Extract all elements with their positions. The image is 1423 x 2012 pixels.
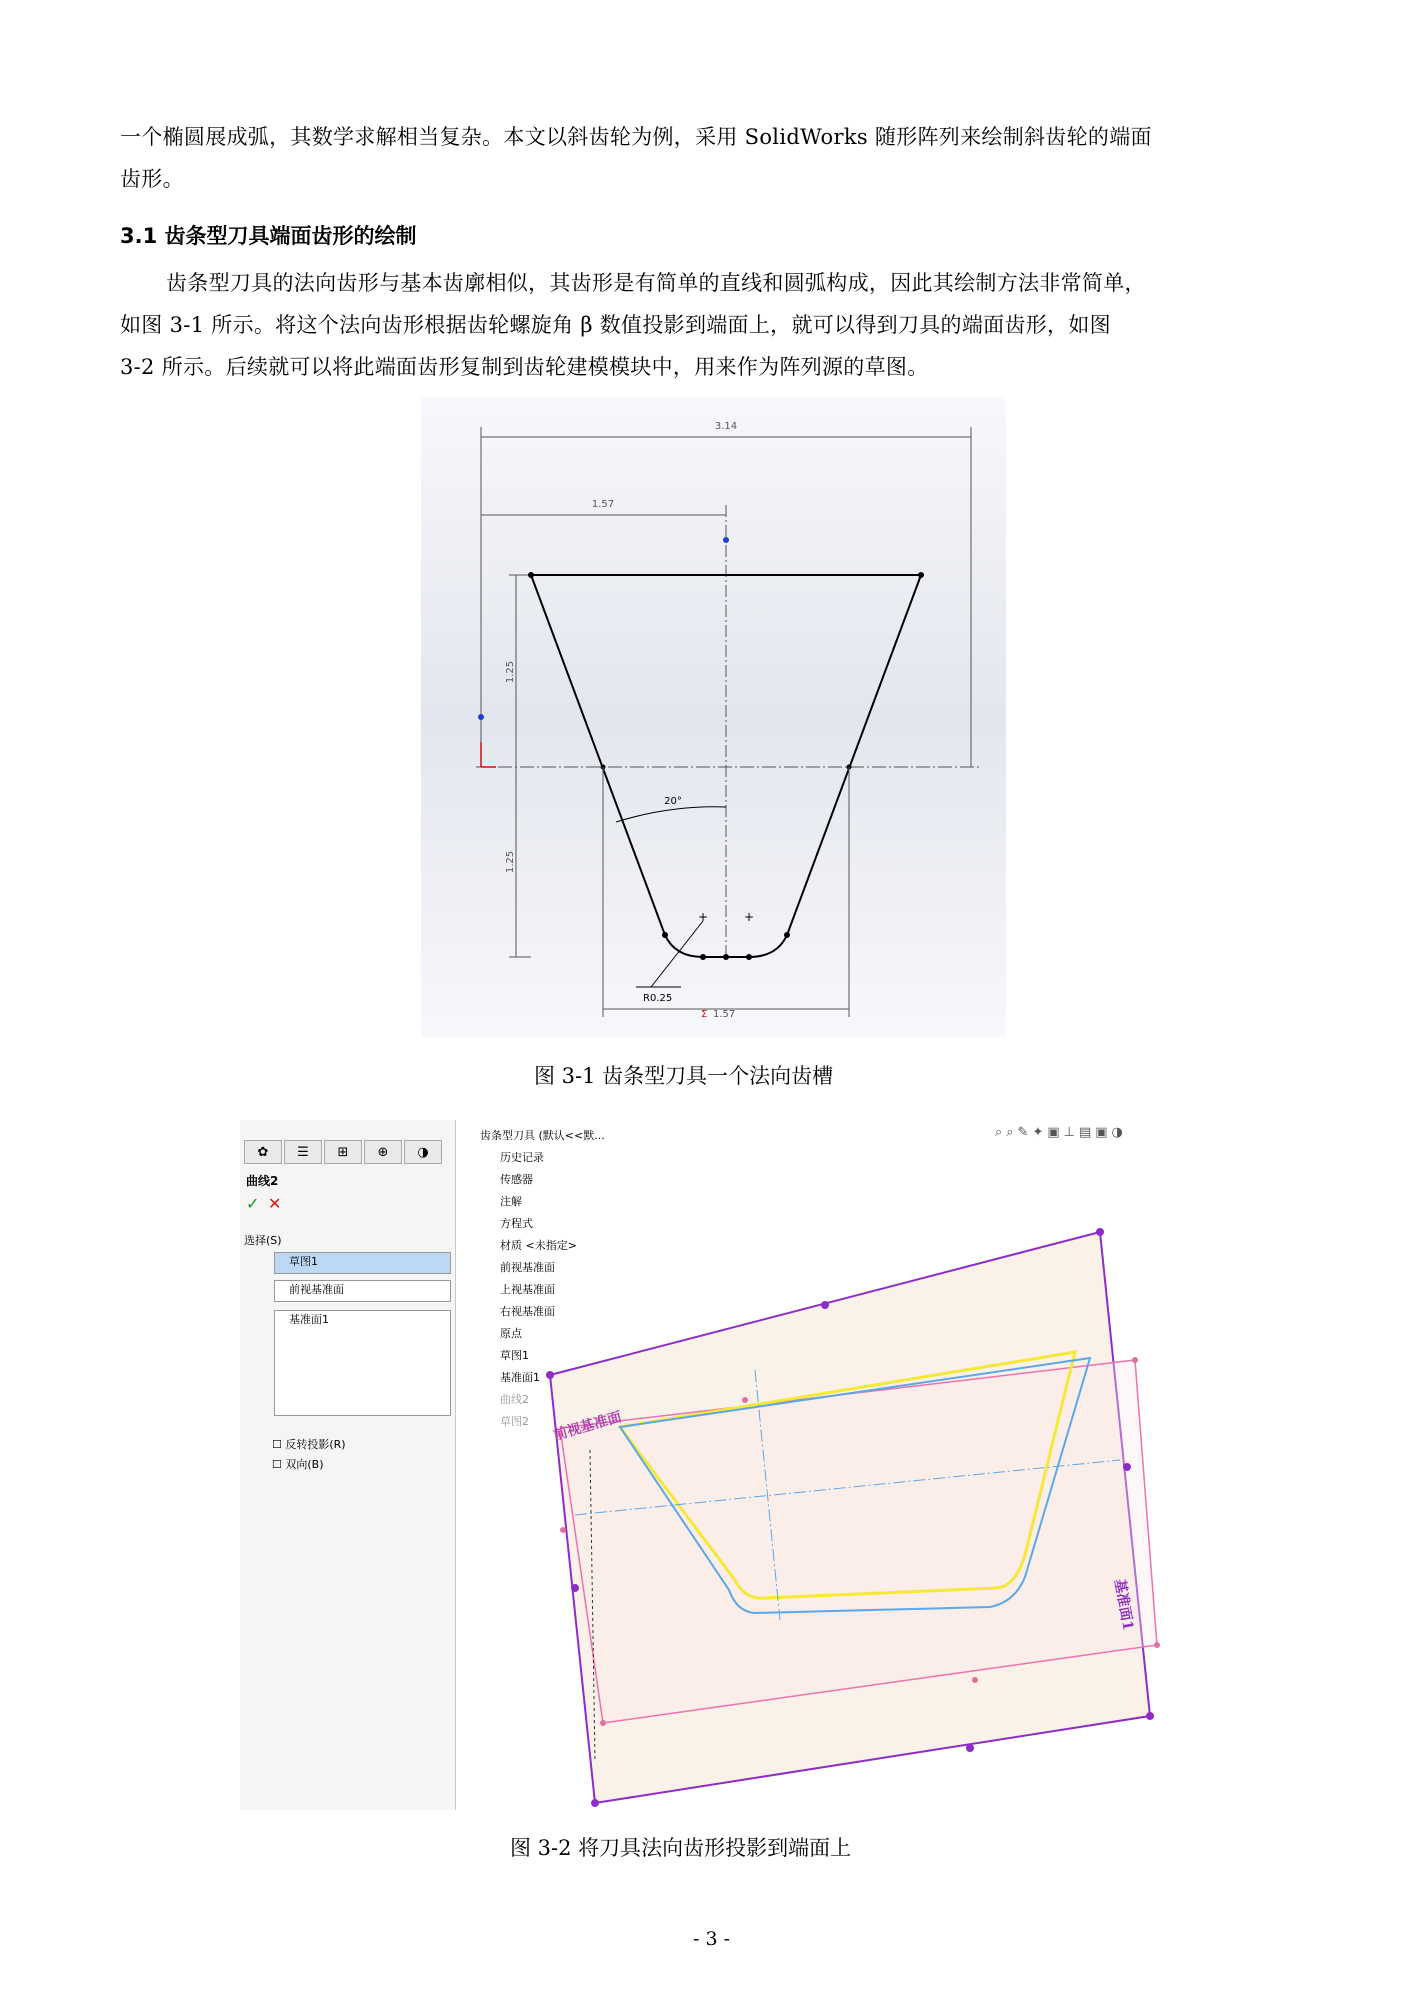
reverse-checkbox[interactable]: ☐ 反转投影(R) xyxy=(272,1438,346,1451)
plane-select-box[interactable]: 前视基准面 xyxy=(274,1280,451,1302)
profile-right-flank xyxy=(787,575,921,935)
profile-left-flank xyxy=(531,575,665,935)
tree-item[interactable]: 草图2 xyxy=(500,1415,529,1428)
dim-half-label: 1.57 xyxy=(591,499,615,510)
svg-text:+: + xyxy=(697,910,709,924)
figure-caption: 图 3-2 将刀具法向齿形投影到端面上 xyxy=(510,1836,852,1860)
tree-item[interactable]: 草图1 xyxy=(500,1349,529,1362)
tree-item[interactable]: 材质 <未指定> xyxy=(500,1239,577,1252)
figure-caption: 图 3-1 齿条型刀具一个法向齿槽 xyxy=(534,1064,834,1088)
dim-radius-label: R0.25 xyxy=(643,993,673,1004)
tree-item[interactable]: 右视基准面 xyxy=(500,1305,555,1318)
paragraph-line: 如图 3-1 所示。将这个法向齿形根据齿轮螺旋角 β 数值投影到端面上，就可以得到刀具的端面齿形，如图 xyxy=(120,313,1111,337)
tree-item[interactable]: 传感器 xyxy=(500,1173,533,1186)
paragraph-line: 齿条型刀具的法向齿形与基本齿廓相似，其齿形是有简单的直线和圆弧构成，因此其绘制方法非常简单， xyxy=(166,271,1146,295)
feature-tab[interactable]: ✿ xyxy=(244,1140,282,1164)
page-number: - 3 - xyxy=(692,1928,730,1950)
cancel-icon[interactable]: ✕ xyxy=(268,1194,282,1213)
3d-viewport[interactable] xyxy=(455,1120,1240,1810)
section-heading: 3.1 齿条型刀具端面齿形的绘制 xyxy=(120,224,417,248)
ok-icon[interactable]: ✓ xyxy=(246,1194,260,1213)
front-plane-label: 前视基准面 xyxy=(551,1409,624,1444)
face-select-box[interactable]: 基准面1 xyxy=(274,1310,451,1416)
figure-3-2 xyxy=(240,1120,1240,1810)
property-tab[interactable]: ☰ xyxy=(284,1140,322,1164)
tree-item[interactable]: 注解 xyxy=(500,1195,522,1208)
dim-total-label: 3.14 xyxy=(714,421,738,432)
tree-item[interactable]: 方程式 xyxy=(500,1217,533,1230)
selection-header[interactable]: 选择(S) xyxy=(244,1234,282,1247)
tree-item[interactable]: 上视基准面 xyxy=(500,1283,555,1296)
svg-text:+: + xyxy=(743,910,755,924)
dim-angle-label: 20° xyxy=(664,796,682,807)
tree-item[interactable]: 原点 xyxy=(500,1327,522,1340)
plane1-label: 基准面1 xyxy=(1111,1577,1136,1632)
dim-bottom-label: 1.57 xyxy=(713,1009,736,1020)
dim-height-bottom-label: 1.25 xyxy=(505,850,516,874)
tree-item[interactable]: 基准面1 xyxy=(500,1371,540,1384)
property-manager-panel xyxy=(240,1120,456,1810)
tree-item[interactable]: 曲线2 xyxy=(500,1393,529,1406)
paragraph-line: 一个椭圆展成弧，其数学求解相当复杂。本文以斜齿轮为例，采用 SolidWorks 随形阵列来绘制斜齿轮的端面 xyxy=(120,125,1152,149)
sketch-select-box[interactable]: 草图1 xyxy=(274,1252,451,1274)
view-toolbar[interactable]: ⌕⌕✎✦▣⊥▤▣◑ xyxy=(995,1125,1127,1140)
tree-item[interactable]: 前视基准面 xyxy=(500,1261,555,1274)
paragraph-line: 3-2 所示。后续就可以将此端面齿形复制到齿轮建模模块中，用来作为阵列源的草图。 xyxy=(120,355,929,379)
dim-height-top-label: 1.25 xyxy=(505,660,516,684)
bidirectional-checkbox[interactable]: ☐ 双向(B) xyxy=(272,1458,324,1471)
svg-text:Σ: Σ xyxy=(701,1009,708,1020)
config-tab[interactable]: ⊞ xyxy=(324,1140,362,1164)
tree-item[interactable]: 历史记录 xyxy=(500,1151,544,1164)
paragraph-line: 齿形。 xyxy=(120,167,184,191)
display-tab[interactable]: ◑ xyxy=(404,1140,442,1164)
figure-3-1 xyxy=(421,397,1006,1037)
tooth-profile-drawing xyxy=(421,397,1006,1037)
dim-tab[interactable]: ⊕ xyxy=(364,1140,402,1164)
pm-title: 曲线2 xyxy=(246,1174,279,1188)
panel-tabs xyxy=(244,1140,449,1162)
tree-root[interactable]: 齿条型刀具 (默认<<默... xyxy=(480,1129,605,1142)
